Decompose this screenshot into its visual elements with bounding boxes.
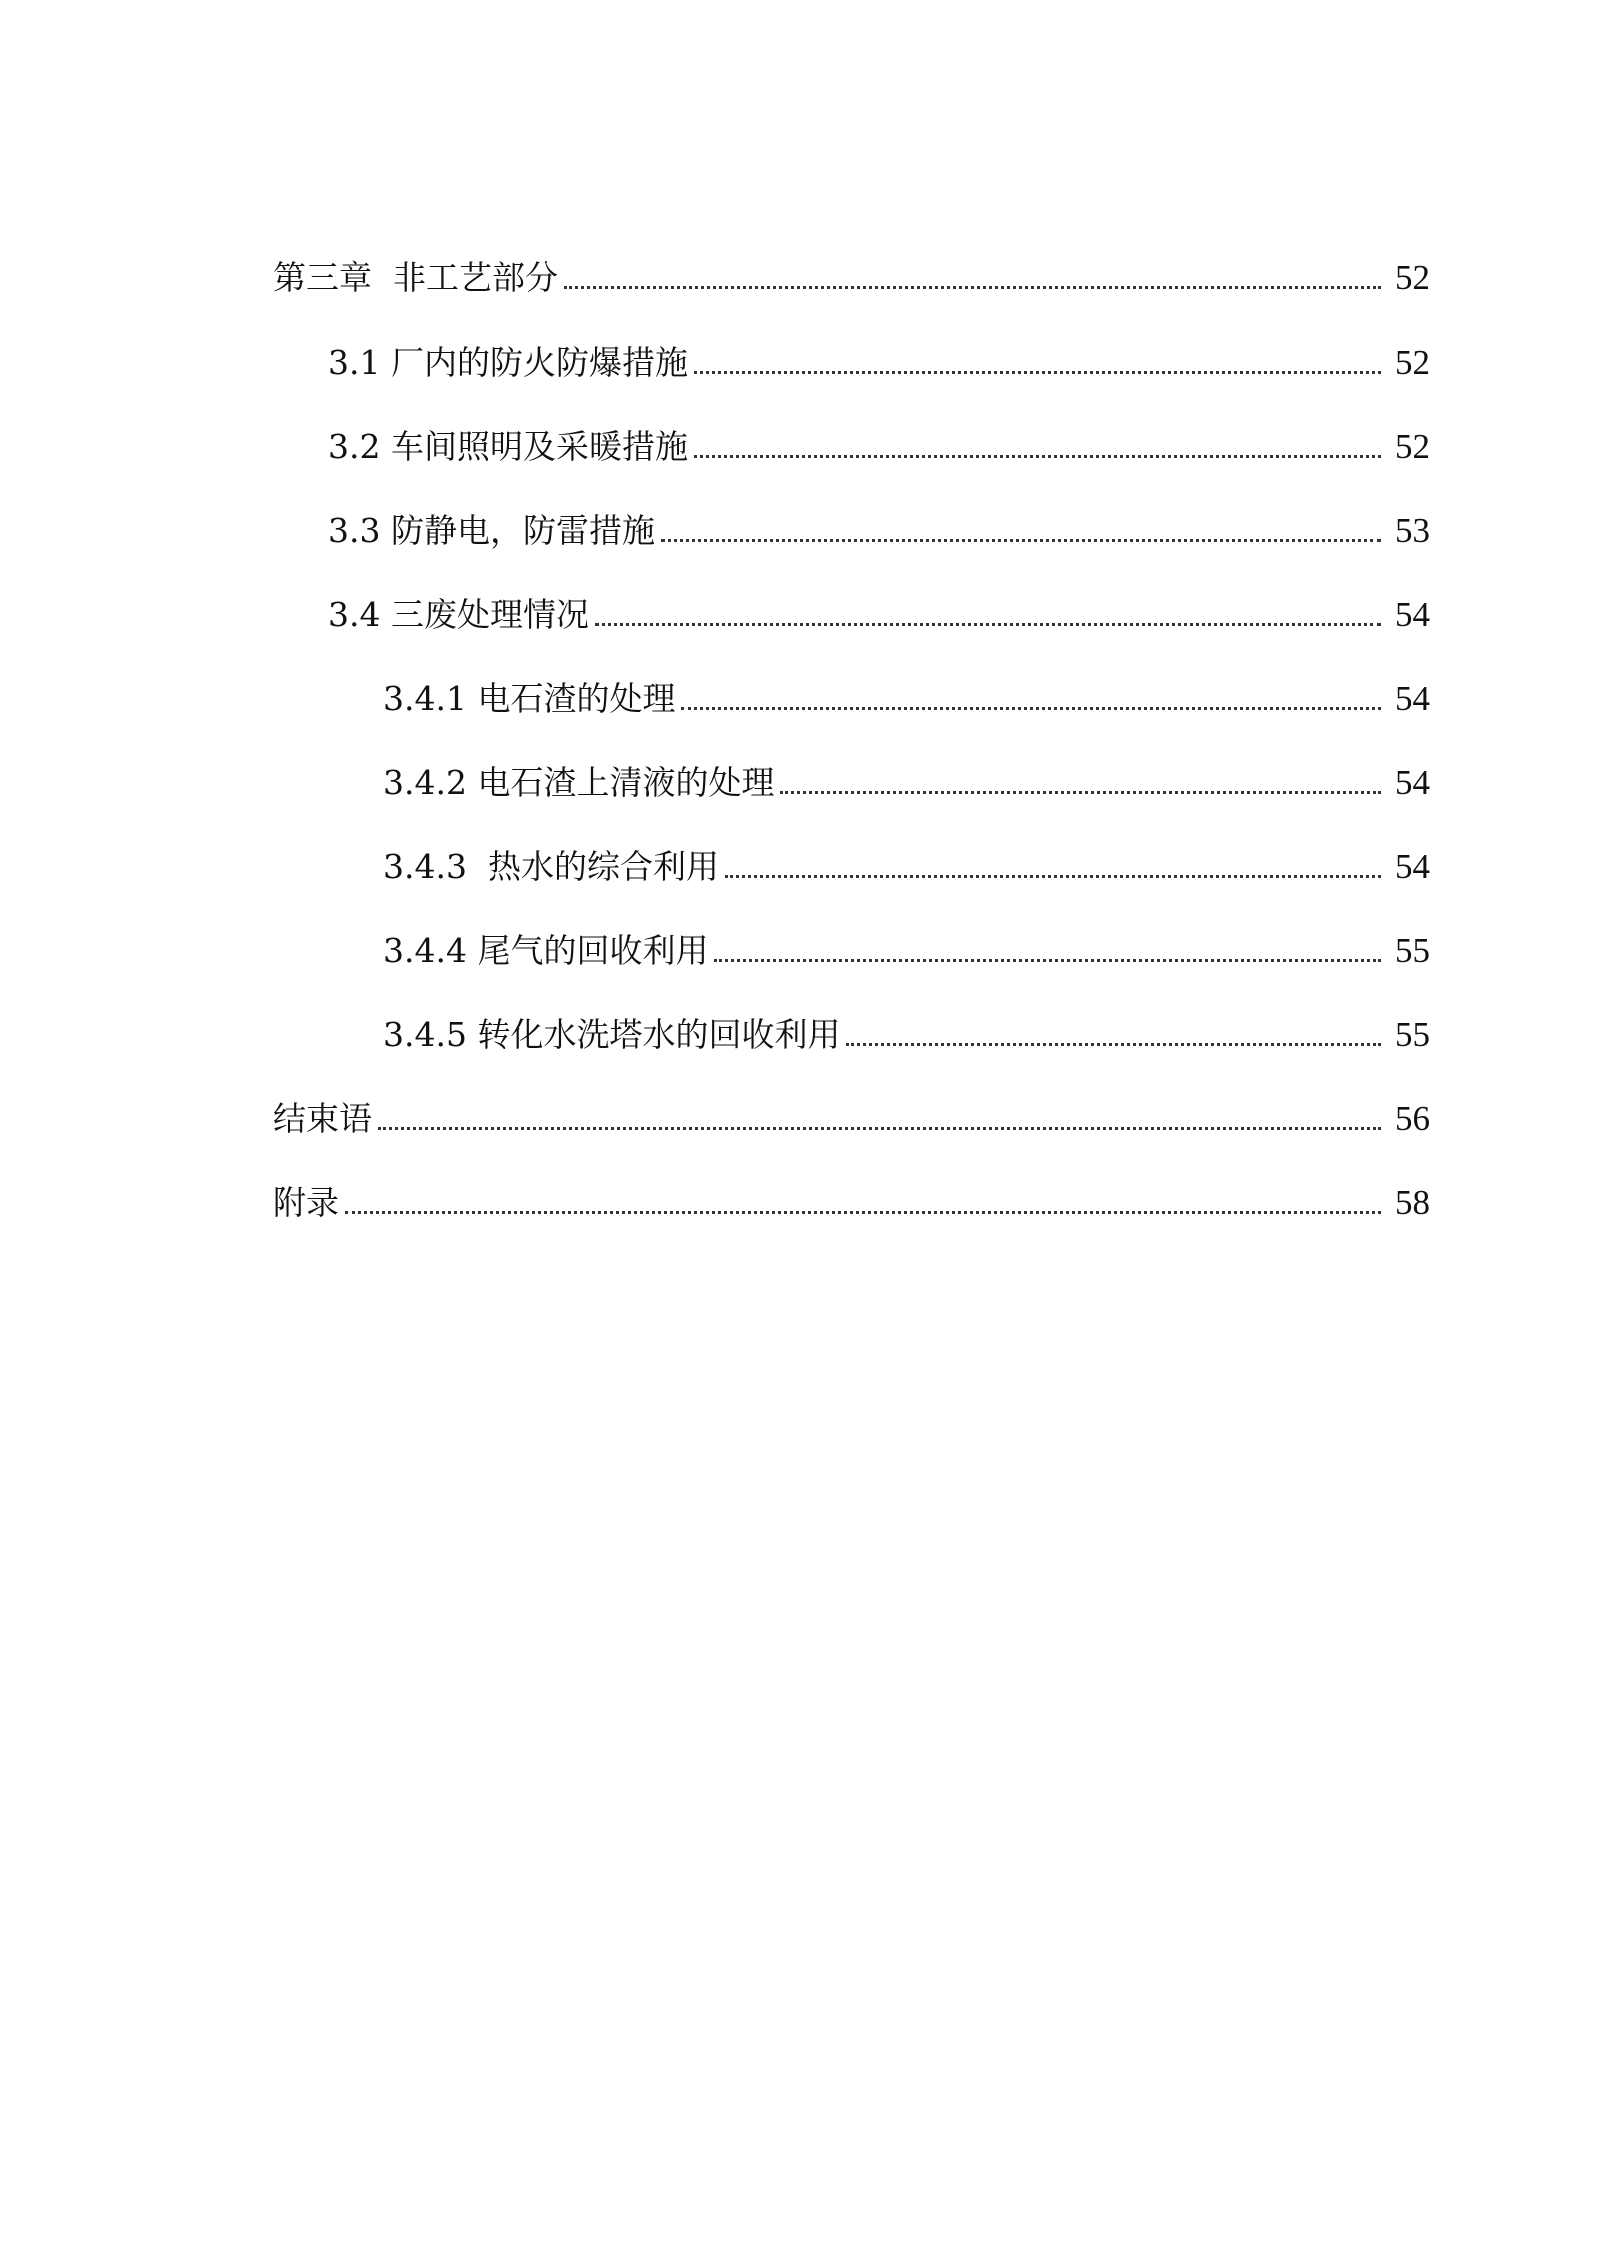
toc-dot-leader xyxy=(661,539,1381,542)
toc-entry-title: 附录 xyxy=(273,1183,339,1222)
toc-dot-leader xyxy=(345,1211,1381,1214)
toc-entry-chapter-3[interactable] xyxy=(273,238,1430,298)
toc-entry-title: 3.1 厂内的防火防爆措施 xyxy=(328,343,688,382)
toc-entry-appendix[interactable] xyxy=(273,1163,1430,1223)
toc-dot-leader xyxy=(564,286,1381,289)
toc-page-number: 54 xyxy=(1395,679,1430,718)
toc-entry-3-4-5[interactable] xyxy=(383,995,1430,1055)
toc-page-number: 52 xyxy=(1395,258,1430,297)
toc-dot-leader xyxy=(725,875,1381,878)
toc-entry-title: 3.4.2 电石渣上清液的处理 xyxy=(383,763,775,802)
toc-dot-leader xyxy=(694,371,1381,374)
toc-page-number: 55 xyxy=(1395,1015,1430,1054)
toc-dot-leader xyxy=(378,1127,1381,1130)
toc-dot-leader xyxy=(846,1043,1381,1046)
toc-entry-conclusion[interactable] xyxy=(273,1079,1430,1139)
toc-page-number: 54 xyxy=(1395,763,1430,802)
toc-entry-title: 3.4.3 热水的综合利用 xyxy=(383,847,719,886)
toc-entry-3-4-3[interactable] xyxy=(383,827,1430,887)
toc-entry-3-3[interactable] xyxy=(328,491,1430,551)
toc-entry-title: 3.4 三废处理情况 xyxy=(328,595,589,634)
toc-dot-leader xyxy=(780,791,1381,794)
toc-dot-leader xyxy=(694,455,1381,458)
toc-entry-title: 第三章 非工艺部分 xyxy=(273,258,558,297)
toc-entry-title: 3.2 车间照明及采暖措施 xyxy=(328,427,688,466)
toc-entry-3-4-1[interactable] xyxy=(383,659,1430,719)
toc-page-number: 54 xyxy=(1395,595,1430,634)
toc-page-number: 55 xyxy=(1395,931,1430,970)
toc-page-number: 56 xyxy=(1395,1099,1430,1138)
toc-entry-3-4-2[interactable] xyxy=(383,743,1430,803)
toc-entry-3-1[interactable] xyxy=(328,323,1430,383)
toc-page-number: 52 xyxy=(1395,343,1430,382)
toc-entry-3-4-4[interactable] xyxy=(383,911,1430,971)
toc-dot-leader xyxy=(595,623,1381,626)
toc-entry-3-2[interactable] xyxy=(328,407,1430,467)
toc-page-number: 53 xyxy=(1395,511,1430,550)
toc-entry-title: 3.4.5 转化水洗塔水的回收利用 xyxy=(383,1015,841,1054)
toc-page-number: 52 xyxy=(1395,427,1430,466)
toc-entry-title: 3.4.1 电石渣的处理 xyxy=(383,679,676,718)
toc-dot-leader xyxy=(681,707,1381,710)
toc-entry-title: 3.3 防静电，防雷措施 xyxy=(328,511,655,550)
toc-entry-title: 3.4.4 尾气的回收利用 xyxy=(383,931,709,970)
toc-dot-leader xyxy=(714,959,1381,962)
toc-page-number: 58 xyxy=(1395,1183,1430,1222)
toc-page-number: 54 xyxy=(1395,847,1430,886)
toc-entry-title: 结束语 xyxy=(273,1099,372,1138)
toc-entry-3-4[interactable] xyxy=(328,575,1430,635)
